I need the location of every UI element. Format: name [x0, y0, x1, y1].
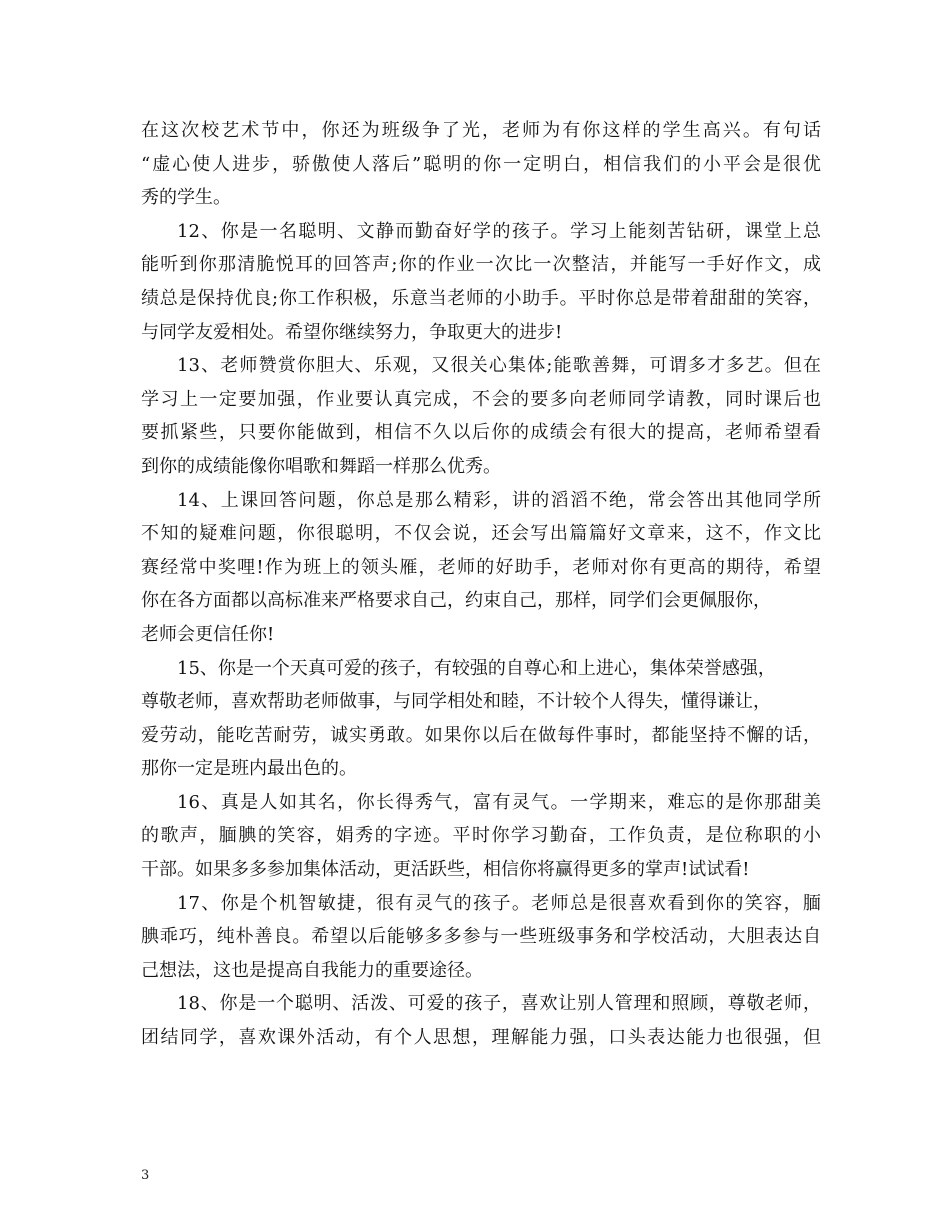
text-line: 要抓紧些，只要你能做到，相信不久以后你的成绩会有很大的提高，老师希望看: [141, 422, 821, 444]
paragraph-18-line: 18、你是一个聪明、活泼、可爱的孩子，喜欢让别人管理和照顾，尊敬老师，: [177, 993, 821, 1015]
text-line: 赛经常中奖哩!作为班上的领头雁，老师的好助手，老师对你有更高的期待，希望: [141, 556, 821, 578]
text-line: 你在各方面都以高标准来严格要求自己，约束自己，那样，同学们会更佩服你，: [141, 590, 771, 612]
paragraph-12-line: 12、你是一名聪明、文静而勤奋好学的孩子。学习上能刻苦钻研，课堂上总: [177, 220, 821, 242]
text-line: 绩总是保持优良;你工作积极，乐意当老师的小助手。平时你总是带着甜甜的笑容，: [141, 287, 821, 309]
paragraph-13-line: 13、老师赞赏你胆大、乐观，又很关心集体;能歌善舞，可谓多才多艺。但在: [177, 355, 821, 377]
paragraph-16-line: 16、真是人如其名，你长得秀气，富有灵气。一学期来，难忘的是你那甜美: [177, 791, 821, 813]
text-line: 尊敬老师，喜欢帮助老师做事，与同学相处和睦，不计较个人得失，懂得谦让，: [141, 691, 771, 713]
paragraph-17-line: 17、你是个机智敏捷，很有灵气的孩子。老师总是很喜欢看到你的笑容，腼: [177, 892, 821, 914]
text-line: 爱劳动，能吃苦耐劳，诚实勇敢。如果你以后在做每件事时，都能坚持不懈的话，: [141, 724, 821, 746]
text-line: 到你的成绩能像你唱歌和舞蹈一样那么优秀。: [141, 455, 501, 477]
text-line: 己想法，这也是提高自我能力的重要途径。: [141, 959, 483, 981]
paragraph-15-line: 15、你是一个天真可爱的孩子，有较强的自尊心和上进心，集体荣誉感强，: [177, 657, 776, 679]
text-line: 与同学友爱相处。希望你继续努力，争取更大的进步!: [141, 321, 563, 343]
text-line: 团结同学，喜欢课外活动，有个人思想，理解能力强，口头表达能力也很强，但: [141, 1027, 821, 1049]
text-line: 秀的学生。: [141, 187, 231, 209]
page-number: 3: [141, 1168, 150, 1183]
text-line: 能听到你那清脆悦耳的回答声;你的作业一次比一次整洁，并能写一手好作文，成: [141, 254, 821, 276]
document-body: [141, 114, 821, 1055]
text-line: 腆乖巧，纯朴善良。希望以后能够多多参与一些班级事务和学校活动，大胆表达自: [141, 926, 821, 948]
paragraph-14-line: 14、上课回答问题，你总是那么精彩，讲的滔滔不绝，常会答出其他同学所: [177, 489, 821, 511]
text-line: 在这次校艺术节中，你还为班级争了光，老师为有你这样的学生高兴。有句话: [141, 120, 821, 141]
text-line: 老师会更信任你!: [141, 623, 275, 645]
text-line: 干部。如果多多参加集体活动，更活跃些，相信你将赢得更多的掌声!试试看!: [141, 859, 750, 881]
text-line: 不知的疑难问题，你很聪明，不仅会说，还会写出篇篇好文章来，这不，作文比: [141, 523, 821, 545]
text-line: “虚心使人进步，骄傲使人落后”聪明的你一定明白，相信我们的小平会是很优: [141, 153, 821, 175]
text-line: 的歌声，腼腆的笑容，娟秀的字迹。平时你学习勤奋，工作负责，是位称职的小: [141, 825, 821, 847]
text-line: 学习上一定要加强，作业要认真完成，不会的要多向老师同学请教，同时课后也: [141, 388, 821, 410]
text-line: 那你一定是班内最出色的。: [141, 758, 357, 780]
